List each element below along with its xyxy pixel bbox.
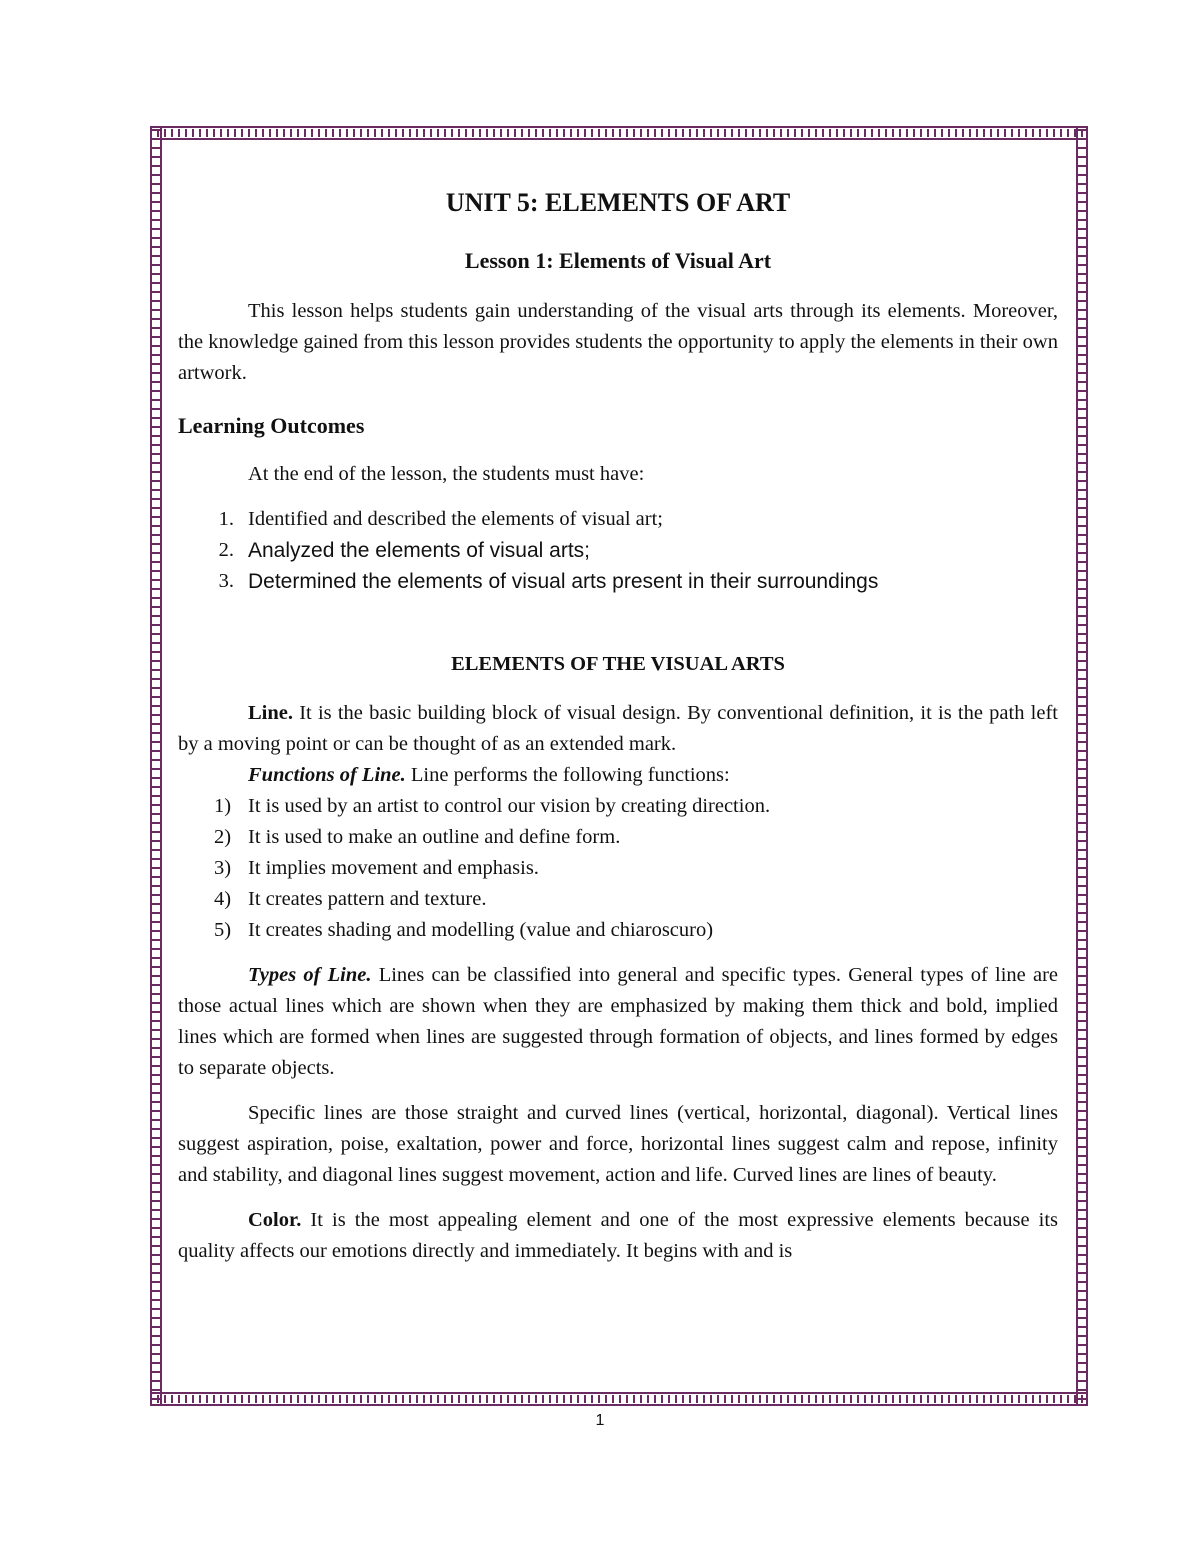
list-text: It implies movement and emphasis.: [248, 857, 539, 879]
page-content: [178, 180, 1058, 1267]
learning-outcomes-heading: Learning Outcomes: [178, 413, 365, 438]
functions-lead: [178, 760, 1058, 791]
list-text: Determined the elements of visual arts present in their surroundings: [248, 570, 879, 593]
list-text: Identified and described the elements of visual art;: [248, 508, 663, 530]
list-number: 1.: [218, 508, 234, 530]
list-text: It is used by an artist to control our vision by creating direction.: [248, 795, 771, 817]
list-item: [178, 853, 1058, 884]
outcomes-lead: At the end of the lesson, the students must have:: [248, 463, 645, 485]
specific-lines-paragraph: Specific lines are those straight and curved lines (vertical, horizontal, diagonal). Vertical lines suggest aspiration, poise, exaltation, power and force, horizontal lines suggest calm and repose, infinity and stability, and diagonal lines suggest movement, action and life. Curved lines are lines of beauty.: [178, 1102, 1058, 1186]
border-top: [150, 126, 1088, 140]
types-term: Types of Line.: [248, 964, 372, 986]
types-paragraph: [178, 960, 1058, 1084]
list-number: 3.: [218, 570, 234, 592]
intro-paragraph: This lesson helps students gain understanding of the visual arts through its elements. Moreover, the knowledge gained from this lesson provides students the opportunity to apply the elements in their own artwork.: [178, 300, 1058, 384]
functions-term: Functions of Line.: [248, 764, 406, 786]
line-paragraph: [178, 698, 1058, 760]
functions-text: Line performs the following functions:: [405, 764, 730, 786]
list-item: [178, 504, 1058, 535]
list-item: [178, 884, 1058, 915]
list-item: [178, 822, 1058, 853]
border-left: [150, 126, 162, 1406]
border-right: [1076, 126, 1088, 1406]
line-term: Line.: [248, 702, 293, 724]
color-text: It is the most appealing element and one of the most expressive elements because its quality affects our emotions directly and immediately. It begins with and is: [178, 1209, 1058, 1262]
functions-list: [178, 791, 1058, 946]
list-number: 5): [214, 919, 232, 941]
list-item: [178, 535, 1058, 566]
types-text: Lines can be classified into general and specific types. General types of line are those actual lines which are shown when they are emphasized by making them thick and bold, implied lines which are formed when lines are suggested through formation of objects, and lines formed by edges to separate objects.: [178, 964, 1058, 1079]
list-number: 2): [214, 826, 232, 848]
section-heading: ELEMENTS OF THE VISUAL ARTS: [451, 653, 785, 675]
list-item: [178, 791, 1058, 822]
lesson-title: Lesson 1: Elements of Visual Art: [464, 248, 772, 273]
page-number: 1: [595, 1412, 605, 1429]
list-item: [178, 566, 1058, 597]
list-text: It is used to make an outline and define form.: [248, 826, 621, 848]
list-text: It creates shading and modelling (value and chiaroscuro): [248, 919, 714, 941]
list-number: 2.: [218, 539, 234, 561]
color-paragraph: [178, 1205, 1058, 1267]
list-text: Analyzed the elements of visual arts;: [248, 539, 591, 562]
list-number: 4): [214, 888, 232, 910]
list-item: [178, 915, 1058, 946]
list-number: 1): [214, 795, 232, 817]
list-number: 3): [214, 857, 232, 879]
line-text: It is the basic building block of visual design. By conventional definition, it is the path left by a moving point or can be thought of as an extended mark.: [178, 702, 1058, 755]
list-text: It creates pattern and texture.: [248, 888, 487, 910]
unit-title: UNIT 5: ELEMENTS OF ART: [445, 188, 791, 217]
color-term: Color.: [248, 1209, 302, 1231]
border-bottom: [150, 1392, 1088, 1406]
outcomes-list: [178, 504, 1058, 597]
